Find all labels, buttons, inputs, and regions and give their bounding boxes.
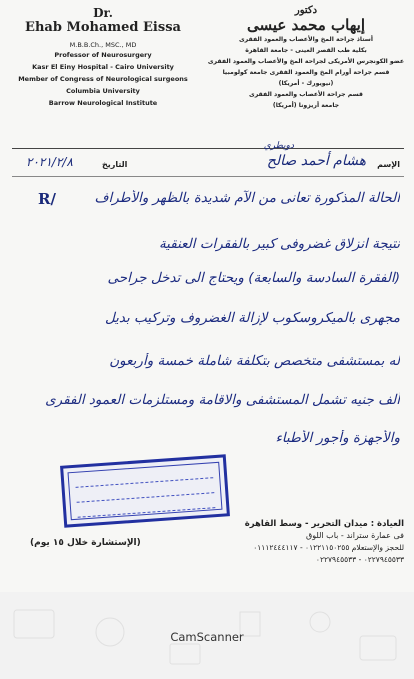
doctor-header-english <box>8 6 198 109</box>
doctor-position: Professor of Neurosurgery <box>54 51 152 59</box>
patient-name-extra: دويطري <box>263 141 294 151</box>
doctor-header-arabic <box>206 5 406 111</box>
name-divider <box>12 176 404 177</box>
doctor-congress: Member of Congress of Neurological surgeons <box>18 75 188 83</box>
doctor-hospital: Kasr El Einy Hospital - Cairo University <box>32 63 174 71</box>
doctor-university: Columbia University <box>66 87 140 95</box>
booking-label: للحجز والإستعلام <box>351 543 404 552</box>
header-ar-line-7: جامعة أريزونا (أمريكا) <box>272 102 340 109</box>
camscanner-brand: CamScanner <box>170 630 244 644</box>
body-line-7: والأجهزة وأجور الأطباء <box>275 430 400 446</box>
header-ar-line-3: عضو الكونجرس الأمريكى لجراحة المخ والأعصاب والعمود الفقرى <box>207 58 405 65</box>
clinic-building: فى عمارة ستراند - باب اللوق <box>305 531 404 540</box>
body-line-1: الحالة المذكورة تعانى من الآم شديدة بالظهر والأطراف <box>94 190 400 206</box>
doctor-name-ar: إيهاب محمد عيسى <box>246 16 365 34</box>
phones-line-1: ٠١٢٢١١٥٠٢٥٥ - ٠١١١٢٤٤٤١١٧ <box>253 543 350 552</box>
clinic-stamp <box>60 454 230 527</box>
header-ar-line-4: قسم جراحة أورام المخ والعمود الفقرى جامعة كولومبيا <box>222 69 390 76</box>
header-divider <box>12 148 404 149</box>
body-line-6: ألف جنيه تشمل المستشفى والاقامة ومستلزمات العمود الفقرى <box>45 392 400 408</box>
doctor-degrees: M.B.B.Ch., MSC., MD <box>69 41 137 49</box>
header-ar-line-2: بكلية طب القصر العينى - جامعة القاهرة <box>245 47 367 54</box>
header-ar-line-1: أستاذ جراحة المخ والأعصاب والعمود الفقرى <box>239 36 373 43</box>
clinic-address-block <box>204 518 404 566</box>
consultation-note: (الإستشارة خلال ١٥ يوم) <box>30 538 141 548</box>
doctor-title-ar: دكتور <box>294 5 318 16</box>
patient-name: هشام أحمد صالح <box>266 153 366 169</box>
doctor-title-en: Dr. <box>93 6 113 20</box>
header-ar-line-6: قسم جراحة الأعصاب والعمود الفقرى <box>249 91 363 98</box>
body-line-2: نتيجة انزلاق غضروفى كبير بالفقرات العنقية <box>158 236 400 252</box>
header-ar-line-5: (نيويورك - أمريكا) <box>278 80 334 87</box>
date-value: ٢٠٢١/٢/٨ <box>26 155 73 169</box>
body-line-4: مجهرى بالميكروسكوب لإزالة الغضروف وتركيب بديل <box>104 310 400 326</box>
body-line-3: (الفقرة السادسة والسابعة) ويحتاج الى تدخل جراحى <box>107 270 400 286</box>
doctor-institute: Barrow Neurological Institute <box>48 99 158 107</box>
rx-symbol: R/ <box>38 190 56 208</box>
clinic-address: العيادة : ميدان التحرير - وسط القاهرة <box>244 519 404 529</box>
body-line-5: له بمستشفى متخصص بتكلفة شاملة خمسة وأربعون <box>109 353 400 369</box>
name-label: الإسم <box>377 160 400 169</box>
date-label: التاريخ <box>102 160 128 169</box>
doctor-name-en: Ehab Mohamed Eissa <box>25 20 181 35</box>
phones-line-2: ٠٢٢٧٩٤٥٥٣٣ - ٠٢٢٧٩٤٥٥٣٣ <box>315 555 404 564</box>
